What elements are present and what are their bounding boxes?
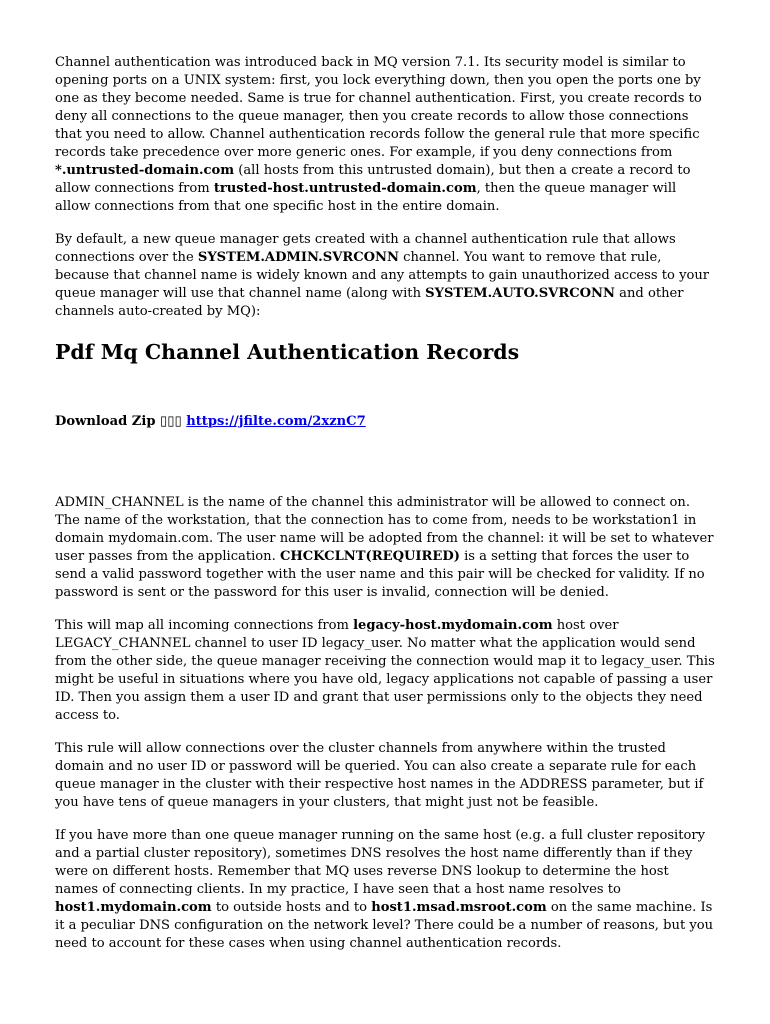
- paragraph-legacy-map: This will map all incoming connections from legacy-host.mydomain.com host over LEGACY_CHANNEL channel to user ID legacy_user. No matter what the application would send from the other side, the queue manager receiving the connection would map it to legacy_user. This might be useful in situations where you have old, legacy applications not capable of passing a user ID. Then you assign them a user ID and grant that user permissions only to the objects they need access to.: [55, 618, 715, 723]
- paragraph-default-rule: By default, a new queue manager gets created with a channel authentication rule that allows connections over the SYSTEM.ADMIN.SVRCONN channel. You want to remove that rule, because that channel name is widely known and any attempts to gain unauthorized access to your queue manager will use that channel name (along with SYSTEM.AUTO.SVRCONN and other channels auto-created by MQ):: [55, 232, 710, 319]
- download-link[interactable]: https://jfilte.com/2xznC7: [186, 414, 366, 429]
- paragraph-admin-channel: ADMIN_CHANNEL is the name of the channel this administrator will be allowed to connect on. The name of the workstation, that the connection has to come from, needs to be workstation1 in domain mydomain.com. The user name will be adopted from the channel: it will be set to whatever user passes from the application. CHCKCLNT(REQUIRED) is a setting that forces the user to send a valid password together with the user name and this pair will be checked for validity. If no password is sent or the password for this user is invalid, connection will be denied.: [55, 495, 714, 600]
- spacer: [55, 431, 715, 494]
- bold-system-admin-svrconn: SYSTEM.ADMIN.SVRCONN: [197, 250, 399, 265]
- bold-host1-mydomain: host1.mydomain.com: [55, 900, 212, 915]
- bold-trusted-host: trusted-host.untrusted-domain.com: [213, 181, 477, 196]
- bold-untrusted-domain: *.untrusted-domain.com: [55, 163, 235, 178]
- page-heading: Pdf Mq Channel Authentication Records: [55, 340, 520, 364]
- bold-legacy-host: legacy-host.mydomain.com: [353, 618, 553, 633]
- download-line: [55, 413, 715, 431]
- download-label: Download Zip: [55, 414, 156, 429]
- paragraph-cluster-rule: This rule will allow connections over the cluster channels from anywhere within the trusted domain and no user ID or password will be queried. You can also create a separate rule for each queue manager in the cluster with their respective host names in the ADDRESS parameter, but if you have tens of queue managers in your clusters, that might just not be feasible.: [55, 741, 704, 810]
- download-glyphs: ▯▯▯: [160, 414, 182, 429]
- paragraph-intro: Channel authentication was introduced back in MQ version 7.1. Its security model is similar to opening ports on a UNIX system: first, you lock everything down, then you open the ports one by one as they become needed. Same is true for channel authentication. First, you create records to deny all connections to the queue manager, then you create records to allow those connections that you need to allow. Channel authentication records follow the general rule that more specific records take precedence over more generic ones. For example, if you deny connections from *.untrusted-domain.com (all hosts from this untrusted domain), but then a create a record to allow connections from trusted-host.untrusted-domain.com, then the queue manager will allow connections from that one specific host in the entire domain.: [55, 55, 702, 214]
- bold-chckclnt: CHCKCLNT(REQUIRED): [279, 549, 460, 564]
- bold-system-auto-svrconn: SYSTEM.AUTO.SVRCONN: [425, 286, 615, 301]
- document-page: [55, 54, 715, 968]
- bold-host1-msad: host1.msad.msroot.com: [371, 900, 547, 915]
- paragraph-dns: If you have more than one queue manager running on the same host (e.g. a full cluster repository and a partial cluster repository), sometimes DNS resolves the host name differently than if they were on different hosts. Remember that MQ uses reverse DNS lookup to determine the host names of connecting clients. In my practice, I have seen that a host name resolves to host1.mydomain.com to outside hosts and to host1.msad.msroot.com on the same machine. Is it a peculiar DNS configuration on the network level? There could be a number of reasons, but you need to account for these cases when using channel authentication records.: [55, 828, 714, 951]
